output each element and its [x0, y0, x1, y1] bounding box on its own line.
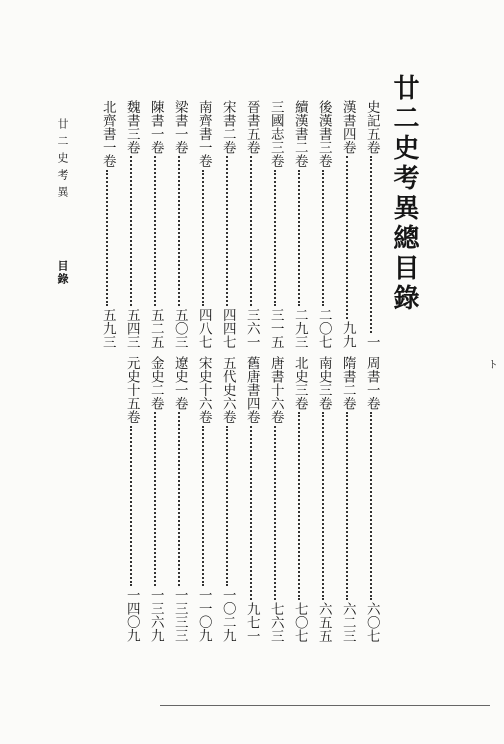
bottom_half-entry-page: 六〇七 [363, 601, 380, 642]
bottom_half-entry-title: 元史十五卷 [123, 356, 140, 424]
top_half-entry-page: 二九三 [291, 307, 308, 348]
dot-leader [346, 156, 348, 319]
dot-leader [250, 426, 252, 600]
dot-leader [346, 412, 348, 600]
bottom_half-entry-page: 一三三三 [171, 588, 188, 642]
dot-leader [370, 156, 372, 333]
dot-leader [274, 426, 276, 600]
dot-leader [226, 426, 228, 587]
top_half-entry-title: 南齊書一卷 [195, 100, 212, 168]
bottom_half-entry [218, 356, 236, 642]
bottom_half-entry-page: 七六三 [267, 601, 284, 642]
top_half-entry [122, 100, 140, 348]
bottom_half-entry-title: 北史三卷 [291, 356, 308, 410]
top_half-entry-title: 史記五卷 [363, 100, 380, 154]
top_half-entry [218, 100, 236, 348]
top_half-entry-page: 四四七 [219, 307, 236, 348]
top_half-entry-title: 三國志三卷 [267, 100, 284, 168]
bottom_half-entry-title: 宋史十六卷 [195, 356, 212, 424]
dot-leader [202, 426, 204, 587]
top_half-entry [314, 100, 332, 348]
top_half-entry [170, 100, 188, 348]
margin-mark: ト [488, 360, 498, 371]
top_half-entry-title: 梁書一卷 [171, 100, 188, 154]
top_half-entry [242, 100, 260, 348]
bottom_half-entry-page: 六五五 [315, 601, 332, 642]
top_half-entry-page: 五四三 [123, 307, 140, 348]
dot-leader [322, 170, 324, 306]
bottom_half-entry [170, 356, 188, 642]
top_half-entry [338, 100, 356, 348]
top_half-entry-page: 四八七 [195, 307, 212, 348]
dot-leader [298, 412, 300, 600]
top_half-entry [362, 100, 380, 348]
bottom_half-entry-page: 一三六九 [147, 588, 164, 642]
top_half-entry-title: 漢書四卷 [339, 100, 356, 154]
top_half-entry-title: 宋書二卷 [219, 100, 236, 154]
bottom_half-entry-title: 金史二卷 [147, 356, 164, 410]
bottom_half-entry-page: 六二三 [339, 601, 356, 642]
top_half-entry [146, 100, 164, 348]
top_half-entry-page: 二〇七 [315, 307, 332, 348]
dot-leader [298, 170, 300, 306]
top_half-entry-title: 魏書三卷 [123, 100, 140, 154]
bottom_half-entry-page: 一四〇九 [123, 588, 140, 642]
top_half-entry [98, 100, 116, 348]
dot-leader [178, 412, 180, 586]
bottom_half-entry-title: 遼史一卷 [171, 356, 188, 410]
top_half-entry-page: 五九三 [99, 307, 116, 348]
header-book: 廿二史考異 [56, 118, 69, 203]
top_half-entry-title: 北齊書一卷 [99, 100, 116, 168]
dot-leader [106, 170, 108, 306]
bottom_half-entry-title: 周書一卷 [363, 356, 380, 410]
bottom_half-entry [266, 356, 284, 642]
bottom_half-entry-page: 一〇二九 [219, 588, 236, 642]
bottom_half-entry [242, 356, 260, 642]
dot-leader [130, 156, 132, 306]
bottom_half-entry-page: 七〇七 [291, 601, 308, 642]
dot-leader [202, 170, 204, 306]
dot-leader [274, 170, 276, 306]
top_half-entry-page: 一 [363, 334, 380, 348]
top_half-entry [194, 100, 212, 348]
top_half-entry-page: 三六一 [243, 307, 260, 348]
bottom_half-entry-title: 五代史六卷 [219, 356, 236, 424]
bottom_half-entry-title: 南史三卷 [315, 356, 332, 410]
top_half-entry [266, 100, 284, 348]
bottom_half-entry-title: 唐書十六卷 [267, 356, 284, 424]
dot-leader [130, 426, 132, 587]
bottom_half-entry [194, 356, 212, 642]
top_half-entry-title: 續漢書二卷 [291, 100, 308, 168]
bottom_half-entry-title: 舊唐書四卷 [243, 356, 260, 424]
top_half-entry [290, 100, 308, 348]
bottom_half-entry [338, 356, 356, 642]
dot-leader [178, 156, 180, 306]
bottom_half-entry-page: 一一〇九 [195, 588, 212, 642]
bottom_half-entry [362, 356, 380, 642]
dot-leader [226, 156, 228, 306]
dot-leader [322, 412, 324, 600]
dot-leader [370, 412, 372, 600]
top_half-entry-page: 五二五 [147, 307, 164, 348]
page-title: 廿二史考異總目錄 [389, 74, 419, 314]
bottom_half-entry [314, 356, 332, 642]
top_half-entry-title: 晉書五卷 [243, 100, 260, 154]
running-header [57, 118, 68, 286]
bottom-rule [160, 705, 490, 706]
top_half-entry-title: 後漢書三卷 [315, 100, 332, 168]
dot-leader [154, 412, 156, 586]
dot-leader [154, 156, 156, 306]
top_half-entry-page: 九九 [339, 321, 356, 348]
bottom_half-entry [290, 356, 308, 642]
bottom_half-entry-title: 隋書二卷 [339, 356, 356, 410]
bottom_half-entry [146, 356, 164, 642]
dot-leader [250, 156, 252, 306]
top_half-entry-page: 五〇三 [171, 307, 188, 348]
top_half-entry-page: 三一五 [267, 307, 284, 348]
top_half-entry-title: 陳書一卷 [147, 100, 164, 154]
bottom_half-entry [122, 356, 140, 642]
header-section: 目錄 [56, 260, 69, 286]
bottom_half-entry-page: 九七一 [243, 601, 260, 642]
